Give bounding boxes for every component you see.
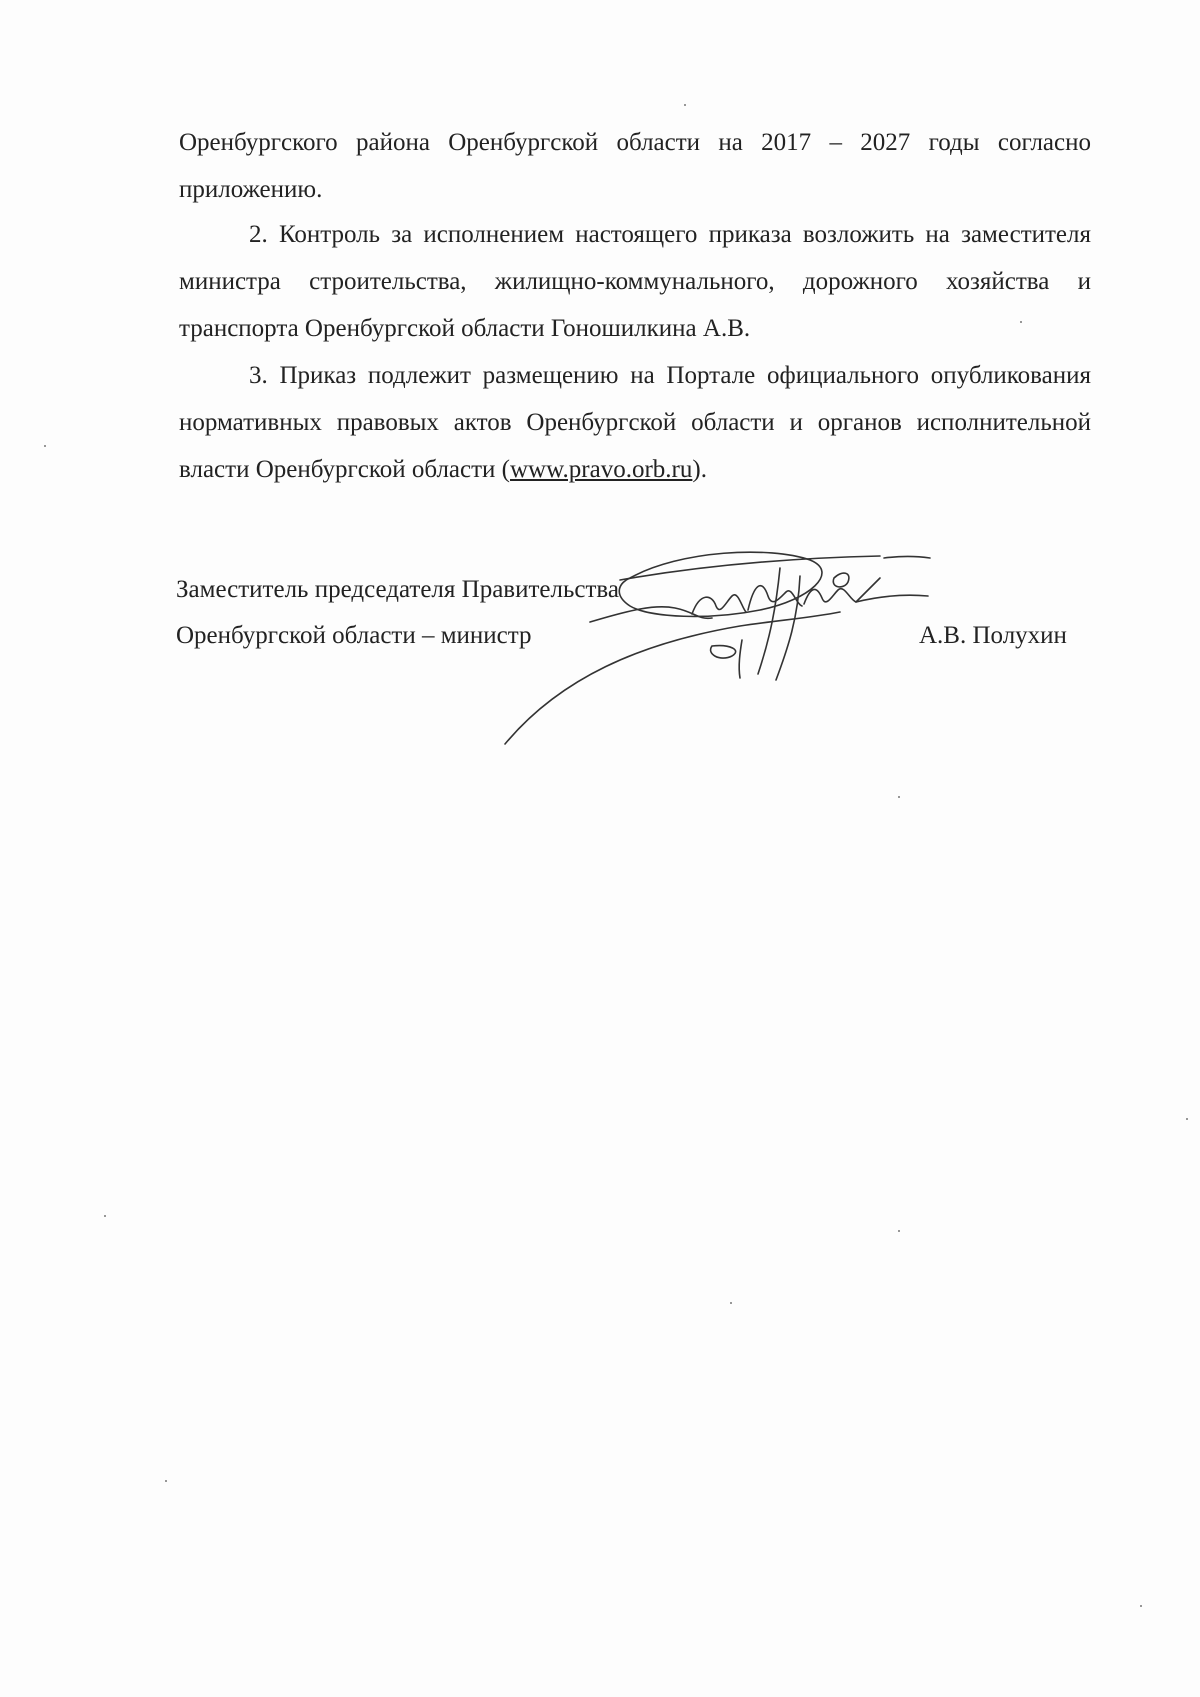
scan-speck (1020, 321, 1022, 323)
paragraph-2 (179, 211, 1091, 352)
scan-speck (44, 445, 46, 447)
scan-speck (165, 1480, 167, 1482)
scan-speck (898, 796, 900, 798)
portal-link[interactable]: www.pravo.orb.ru (510, 456, 693, 483)
scan-speck (1140, 1605, 1142, 1607)
signatory-name: А.В. Полухин (919, 622, 1067, 649)
paragraph-1-text: Оренбургского района Оренбургской области на 2017 – 2027 годы согласно приложению. (179, 129, 1091, 203)
signatory-title-line-1: Заместитель председателя Правительства (176, 576, 619, 603)
paragraph-3-text (179, 352, 1091, 493)
scan-speck (104, 1215, 106, 1217)
paragraph-3-text-end: ). (692, 456, 707, 483)
scan-speck (730, 1302, 732, 1304)
paragraph-3-text-start: 3. Приказ подлежит размещению на Портале официального опубликования нормативных правовых актов Оренбургской области и органов исполнительной власти Оренбургской области ( (179, 362, 1091, 483)
scan-speck (898, 1230, 900, 1232)
scan-speck (684, 104, 686, 106)
paragraph-2-text: 2. Контроль за исполнением настоящего приказа возложить на заместителя министра строительства, жилищно-коммунального, дорожного хозяйства и транспорта Оренбургской области Гоношилкина А.В. (179, 221, 1091, 342)
paragraph-1 (179, 119, 1091, 213)
signatory-title-line-2: Оренбургской области – министр (176, 622, 532, 649)
scan-speck (1186, 1118, 1188, 1120)
handwritten-signature (480, 548, 970, 758)
paragraph-3 (179, 352, 1091, 493)
